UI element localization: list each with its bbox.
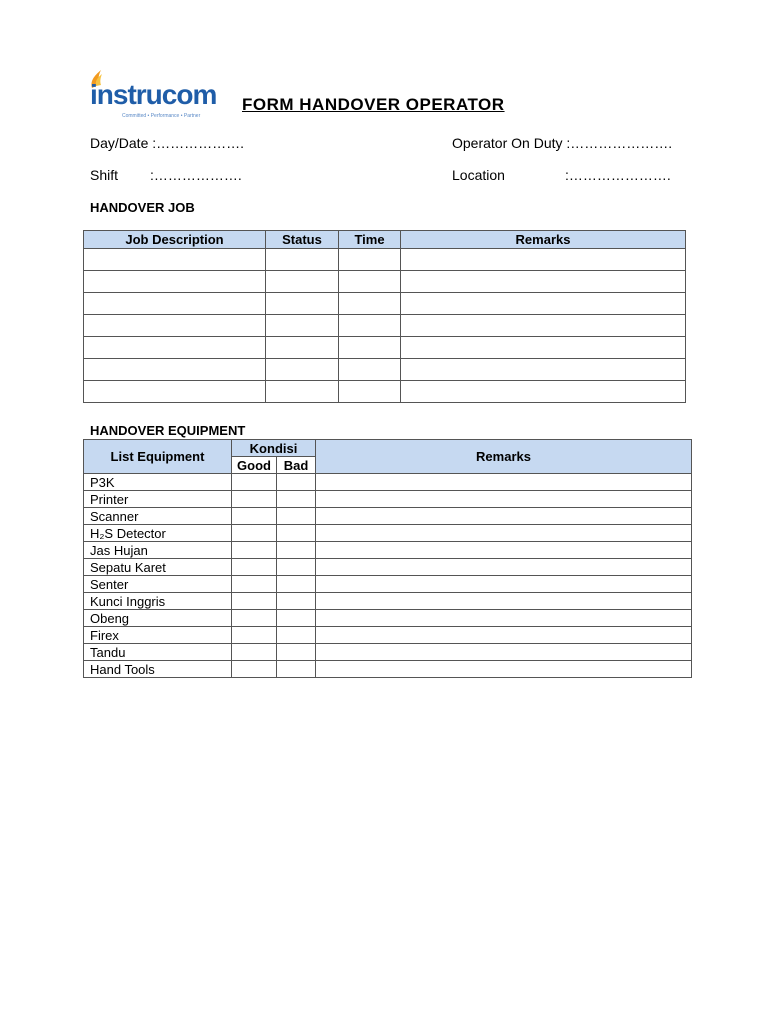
equipment-row xyxy=(84,627,692,644)
time-cell[interactable] xyxy=(339,293,401,315)
time-cell[interactable] xyxy=(339,315,401,337)
good-cell[interactable] xyxy=(232,610,277,627)
equipment-name: Firex xyxy=(84,627,232,644)
time-cell[interactable] xyxy=(339,337,401,359)
equipment-name: H₂S Detector xyxy=(84,525,232,542)
job-description-cell[interactable] xyxy=(84,381,266,403)
good-cell[interactable] xyxy=(232,525,277,542)
bad-cell[interactable] xyxy=(277,474,316,491)
time-cell[interactable] xyxy=(339,249,401,271)
remarks-header: Remarks xyxy=(401,231,686,249)
equipment-name: Senter xyxy=(84,576,232,593)
good-cell[interactable] xyxy=(232,491,277,508)
remarks-cell[interactable] xyxy=(401,271,686,293)
handover-job-table xyxy=(83,230,686,403)
bad-cell[interactable] xyxy=(277,542,316,559)
good-cell[interactable] xyxy=(232,593,277,610)
equipment-name: Sepatu Karet xyxy=(84,559,232,576)
job-row xyxy=(84,337,686,359)
remarks-cell[interactable] xyxy=(401,315,686,337)
equipment-row xyxy=(84,610,692,627)
equipment-row xyxy=(84,508,692,525)
good-cell[interactable] xyxy=(232,644,277,661)
equipment-name: Tandu xyxy=(84,644,232,661)
job-description-header: Job Description xyxy=(84,231,266,249)
bad-cell[interactable] xyxy=(277,627,316,644)
status-cell[interactable] xyxy=(266,359,339,381)
bad-cell[interactable] xyxy=(277,576,316,593)
logo-wordmark: instrucom xyxy=(90,79,217,110)
bad-cell[interactable] xyxy=(277,644,316,661)
good-cell[interactable] xyxy=(232,508,277,525)
bad-cell[interactable] xyxy=(277,661,316,678)
job-row xyxy=(84,249,686,271)
location-field[interactable]: :…………………. xyxy=(565,167,671,183)
bad-cell[interactable] xyxy=(277,508,316,525)
good-cell[interactable] xyxy=(232,627,277,644)
remarks-cell[interactable] xyxy=(401,249,686,271)
good-cell[interactable] xyxy=(232,474,277,491)
job-row xyxy=(84,381,686,403)
bad-header: Bad xyxy=(277,457,316,474)
job-description-cell[interactable] xyxy=(84,359,266,381)
status-cell[interactable] xyxy=(266,315,339,337)
company-logo xyxy=(88,70,217,124)
job-description-cell[interactable] xyxy=(84,271,266,293)
equipment-name: Obeng xyxy=(84,610,232,627)
status-cell[interactable] xyxy=(266,381,339,403)
remarks-cell[interactable] xyxy=(401,293,686,315)
good-cell[interactable] xyxy=(232,559,277,576)
equipment-row xyxy=(84,644,692,661)
job-row xyxy=(84,293,686,315)
status-cell[interactable] xyxy=(266,271,339,293)
equipment-row xyxy=(84,661,692,678)
job-description-cell[interactable] xyxy=(84,315,266,337)
page-title: FORM HANDOVER OPERATOR xyxy=(242,95,505,114)
equipment-remarks-cell[interactable] xyxy=(316,593,692,610)
equipment-remarks-cell[interactable] xyxy=(316,474,692,491)
job-row xyxy=(84,359,686,381)
job-description-cell[interactable] xyxy=(84,337,266,359)
bad-cell[interactable] xyxy=(277,593,316,610)
job-description-cell[interactable] xyxy=(84,249,266,271)
equipment-remarks-cell[interactable] xyxy=(316,559,692,576)
job-row xyxy=(84,315,686,337)
equipment-remarks-cell[interactable] xyxy=(316,508,692,525)
handover-equipment-table xyxy=(83,439,692,678)
equipment-row xyxy=(84,593,692,610)
remarks-cell[interactable] xyxy=(401,337,686,359)
list-equipment-header: List Equipment xyxy=(84,440,232,474)
status-cell[interactable] xyxy=(266,337,339,359)
equipment-name: Scanner xyxy=(84,508,232,525)
equipment-row xyxy=(84,525,692,542)
equipment-remarks-cell[interactable] xyxy=(316,491,692,508)
time-cell[interactable] xyxy=(339,381,401,403)
equipment-row xyxy=(84,559,692,576)
equipment-name: Hand Tools xyxy=(84,661,232,678)
job-table-header xyxy=(84,231,686,249)
status-cell[interactable] xyxy=(266,293,339,315)
kondisi-header: Kondisi xyxy=(232,440,316,457)
job-row xyxy=(84,271,686,293)
equipment-remarks-cell[interactable] xyxy=(316,644,692,661)
bad-cell[interactable] xyxy=(277,610,316,627)
good-cell[interactable] xyxy=(232,661,277,678)
equipment-name: Kunci Inggris xyxy=(84,593,232,610)
day-date-field[interactable]: Day/Date :………………. xyxy=(90,135,245,151)
equipment-remarks-cell[interactable] xyxy=(316,627,692,644)
status-cell[interactable] xyxy=(266,249,339,271)
shift-field[interactable]: :………………. xyxy=(150,167,242,183)
operator-on-duty-field[interactable]: Operator On Duty :…………………. xyxy=(452,135,673,151)
equipment-remarks-cell[interactable] xyxy=(316,525,692,542)
status-header: Status xyxy=(266,231,339,249)
bad-cell[interactable] xyxy=(277,559,316,576)
equipment-name: Printer xyxy=(84,491,232,508)
shift-label: Shift xyxy=(90,167,119,183)
handover-equipment-heading: HANDOVER EQUIPMENT xyxy=(90,423,246,438)
time-cell[interactable] xyxy=(339,359,401,381)
good-cell[interactable] xyxy=(232,542,277,559)
equipment-remarks-cell[interactable] xyxy=(316,661,692,678)
equipment-row xyxy=(84,491,692,508)
equipment-remarks-header: Remarks xyxy=(316,440,692,474)
remarks-cell[interactable] xyxy=(401,381,686,403)
time-cell[interactable] xyxy=(339,271,401,293)
job-description-cell[interactable] xyxy=(84,293,266,315)
equipment-name: P3K xyxy=(84,474,232,491)
handover-job-heading: HANDOVER JOB xyxy=(90,200,195,215)
equipment-row xyxy=(84,542,692,559)
equipment-name: Jas Hujan xyxy=(84,542,232,559)
equipment-remarks-cell[interactable] xyxy=(316,542,692,559)
equipment-row xyxy=(84,474,692,491)
location-label: Location xyxy=(452,167,505,183)
bad-cell[interactable] xyxy=(277,525,316,542)
remarks-cell[interactable] xyxy=(401,359,686,381)
bad-cell[interactable] xyxy=(277,491,316,508)
good-cell[interactable] xyxy=(232,576,277,593)
equipment-remarks-cell[interactable] xyxy=(316,576,692,593)
time-header: Time xyxy=(339,231,401,249)
equipment-remarks-cell[interactable] xyxy=(316,610,692,627)
equipment-row xyxy=(84,576,692,593)
logo-tagline: Committed • Performance • Partner xyxy=(122,113,201,119)
good-header: Good xyxy=(232,457,277,474)
